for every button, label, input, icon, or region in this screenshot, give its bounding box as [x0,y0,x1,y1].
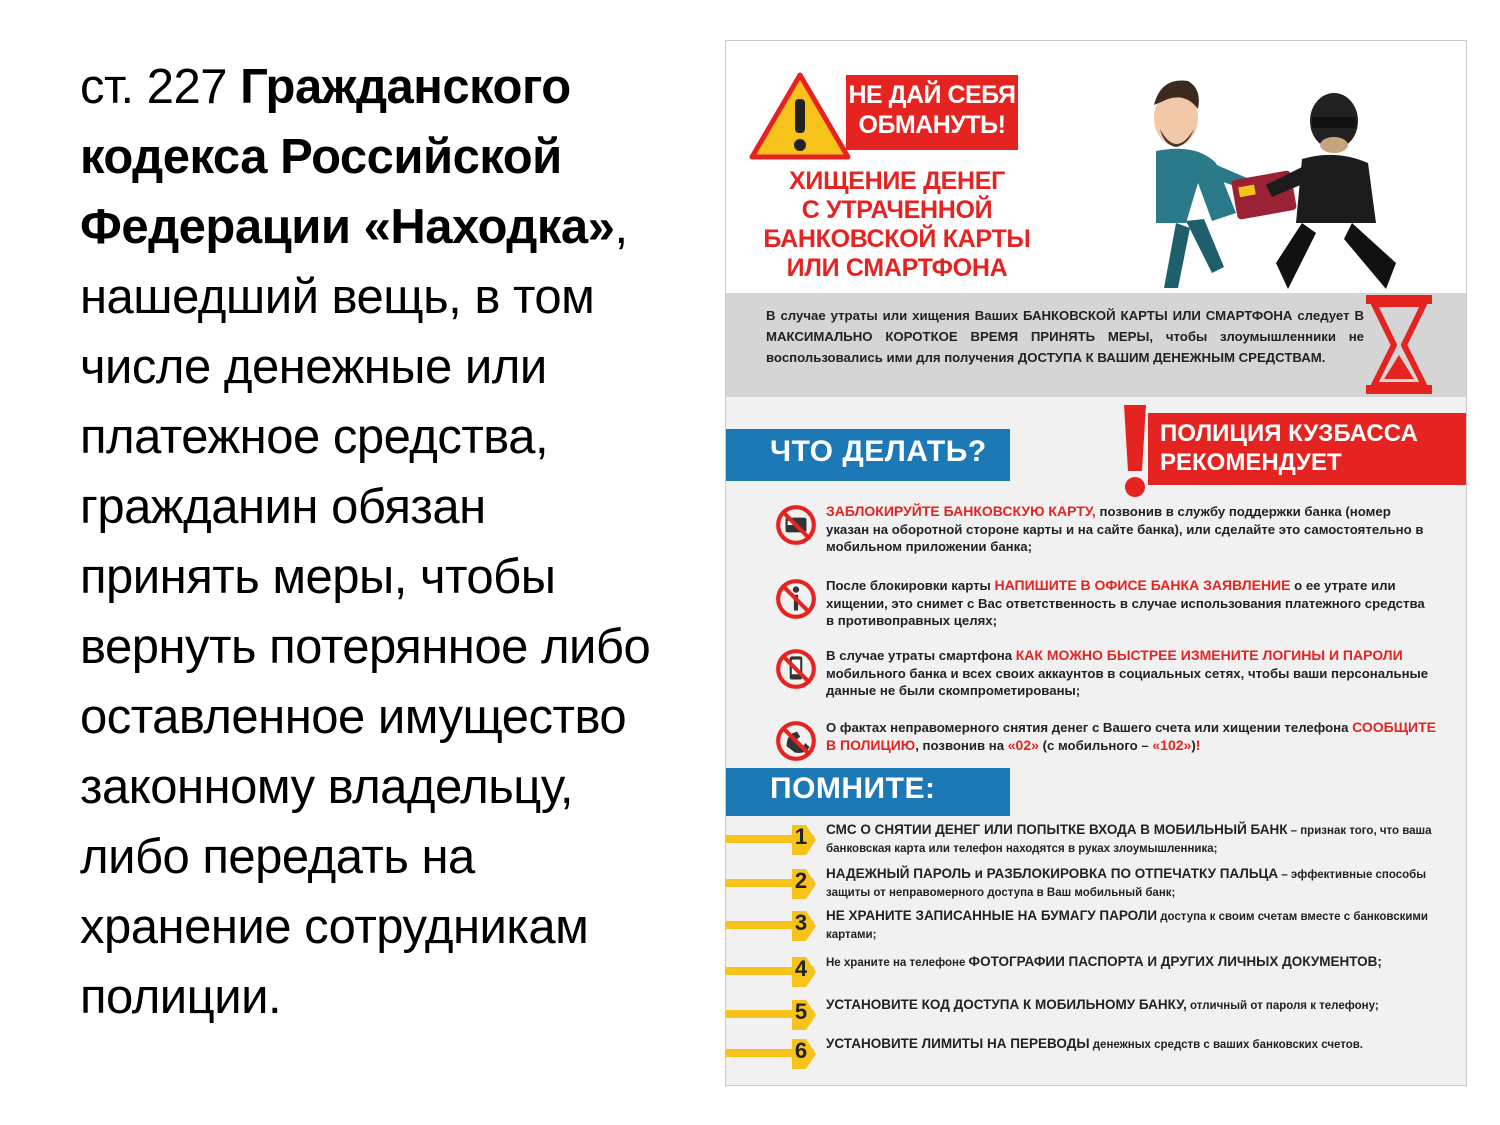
no-phone-icon [774,647,818,696]
remember-rest: – признак того, что ваша банковская карта или телефон находятся в руках злоумышленника; [826,825,1432,855]
slide-text-run: , [614,200,628,254]
slide-text-run: принять меры, чтобы [80,550,556,604]
advice-text [826,719,1436,754]
poster [725,40,1467,1086]
hourglass-icon [1364,293,1434,397]
slide-text-line [80,962,670,1032]
remember-strong: УСТАНОВИТЕ КОД ДОСТУПА К МОБИЛЬНОМУ БАНКУ, [826,997,1187,1012]
slide-text-run: оставленное имущество [80,690,627,744]
banner-line: НЕ ДАЙ СЕБЯ [848,81,1016,109]
no-call-icon [774,719,818,768]
title-line: ХИЩЕНИЕ ДЕНЕГ [789,167,1005,195]
remember-strong: СМС О СНЯТИИ ДЕНЕГ ИЛИ ПОПЫТКЕ ВХОДА В МОБИЛЬНЫЙ БАНК [826,822,1288,837]
remember-strong: НАДЕЖНЫЙ ПАРОЛЬ и РАЗБЛОКИРОВКА ПО ОТПЕЧАТКУ ПАЛЬЦА [826,866,1279,881]
warning-triangle-icon [748,71,852,163]
remember-text [826,1036,1446,1054]
advice-text [826,503,1436,556]
slide-text-line [80,542,670,612]
remember-item [726,821,1466,861]
advice-run: В случае утраты смартфона [826,648,1016,663]
advice-highlight: ! [1195,736,1201,753]
poster-header [726,41,1466,293]
advice-run: ) [1191,737,1196,753]
info-band [726,293,1466,397]
slide-text-line [80,52,670,122]
remember-strong: УСТАНОВИТЕ ЛИМИТЫ НА ПЕРЕВОДЫ [826,1036,1090,1051]
exclamation-icon [1118,401,1152,501]
slide-text-line [80,402,670,472]
remember-number: 4 [794,956,808,981]
remember-rest: отличный от пароля к телефону; [1186,1000,1379,1012]
slide-text-run: либо передать на [80,830,475,884]
info-text: В случае утраты или хищения Ваших БАНКОВСКОЙ КАРТЫ ИЛИ СМАРТФОНА следует В МАКСИМАЛЬНО КОРОТКОЕ ВРЕМЯ ПРИНЯТЬ МЕРЫ, чтобы злоумышленники не воспользовались ими для получения ДОСТУПА К ВАШИМ ДЕНЕЖНЫМ СРЕДСТВАМ. [766,308,1364,365]
police-line: ПОЛИЦИЯ КУЗБАССА [1160,420,1418,447]
remember-item [726,953,1466,993]
slide-text-run: платежное средства, [80,410,549,464]
slide-text-line [80,682,670,752]
title-line: БАНКОВСКОЙ КАРТЫ [763,225,1031,253]
slide-text-line [80,192,670,262]
advice-run: мобильного банка и всех своих аккаунтов в социальных сетях, чтобы ваши персональные данные не были скомпрометированы; [826,665,1429,698]
slide-text-line [80,612,670,682]
poster-title [752,167,1042,283]
title-line: ИЛИ СМАРТФОНА [786,254,1008,282]
advice-run: позвонив в службу поддержки банка (номер указан на оборотной стороне карты и на сайте банка), или сделайте это самостоятельно в мобильном приложении банка; [826,504,1424,554]
no-card-icon [774,503,818,552]
advice-run: (с мобильного – [1038,737,1153,753]
remember-item [726,907,1466,947]
title-line: С УТРАЧЕННОЙ [801,196,993,224]
slide-text-line [80,752,670,822]
remember-item [726,865,1466,905]
remember-number: 1 [794,824,808,849]
advice-highlight: «102» [1152,736,1192,753]
advice-text [826,577,1436,630]
slide-text-bold: кодекса Российской [80,130,562,184]
slide-text-run: гражданин обязан [80,480,486,534]
remember-text [826,954,1446,972]
advice-text [826,647,1436,700]
slide-text-run: числе денежные или [80,340,547,394]
no-info-icon [774,577,818,626]
advice-highlight: СООБЩИТЕ В ПОЛИЦИЮ [826,719,1436,753]
slide-text-run: ст. 227 [80,60,241,114]
slide-text-line [80,332,670,402]
slide-text-line [80,472,670,542]
slide-text-run: нашедший вещь, в том [80,270,595,324]
remember-rest: – эффективные способы защиты от неправомерного доступа в Ваш мобильный банк; [826,869,1427,899]
remember-number: 5 [794,999,808,1024]
police-banner [1148,413,1466,485]
police-line: РЕКОМЕНДУЕТ [1160,449,1342,476]
remember-prefix: Не храните на телефоне [826,957,969,969]
remember-item [726,996,1466,1036]
slide-body-text [80,52,670,1032]
slide-text-line [80,122,670,192]
remember-rest: доступа к своим счетам вместе с банковскими картами; [826,911,1428,941]
advice-highlight: «02» [1007,736,1039,753]
remember-heading: ПОМНИТЕ: [726,768,1010,816]
advice-highlight: ЗАБЛОКИРУЙТЕ БАНКОВСКУЮ КАРТУ, [826,503,1096,519]
thief-illustration [1116,63,1416,293]
slide-text-bold: Гражданского [240,60,571,114]
slide-text-run: законному владельцу, [80,760,574,814]
slide-text-run: вернуть потерянное либо [80,620,651,674]
remember-item [726,1035,1466,1075]
advice-highlight: КАК МОЖНО БЫСТРЕЕ ИЗМЕНИТЕ ЛОГИНЫ И ПАРОЛИ [1015,647,1403,663]
remember-text [826,908,1446,943]
remember-text [826,866,1446,901]
advice-run: После блокировки карты [826,578,995,593]
remember-number: 3 [794,910,808,935]
banner-line: ОБМАНУТЬ! [858,111,1006,139]
advice-run: О фактах неправомерного снятия денег с Вашего счета или хищении телефона [826,720,1353,735]
slide-text-run: хранение сотрудникам [80,900,589,954]
remember-strong: ФОТОГРАФИИ ПАСПОРТА И ДРУГИХ ЛИЧНЫХ ДОКУМЕНТОВ; [968,954,1382,969]
slide-text-line [80,262,670,332]
advice-run: , позвонив на [915,737,1008,753]
remember-rest: денежных средств с ваших банковских счетов. [1089,1039,1364,1051]
police-recommends [1118,401,1466,489]
slide-text-line [80,892,670,962]
warning-banner [846,75,1018,150]
advice-run: о ее утрате или хищении, это снимет с Вас ответственность в случае использования платежного средства в противоправных целях; [826,578,1425,628]
slide-text-run: полиции. [80,970,282,1024]
advice-highlight: НАПИШИТЕ В ОФИСЕ БАНКА ЗАЯВЛЕНИЕ [994,577,1291,593]
remember-text [826,997,1446,1015]
remember-text [826,822,1446,857]
what-to-do-heading: ЧТО ДЕЛАТЬ? [726,429,1010,481]
slide-text-bold: Федерации «Находка» [80,200,615,254]
slide-text-line [80,822,670,892]
remember-number: 6 [794,1038,808,1063]
remember-number: 2 [794,868,808,893]
remember-strong: НЕ ХРАНИТЕ ЗАПИСАННЫЕ НА БУМАГУ ПАРОЛИ [826,908,1158,923]
